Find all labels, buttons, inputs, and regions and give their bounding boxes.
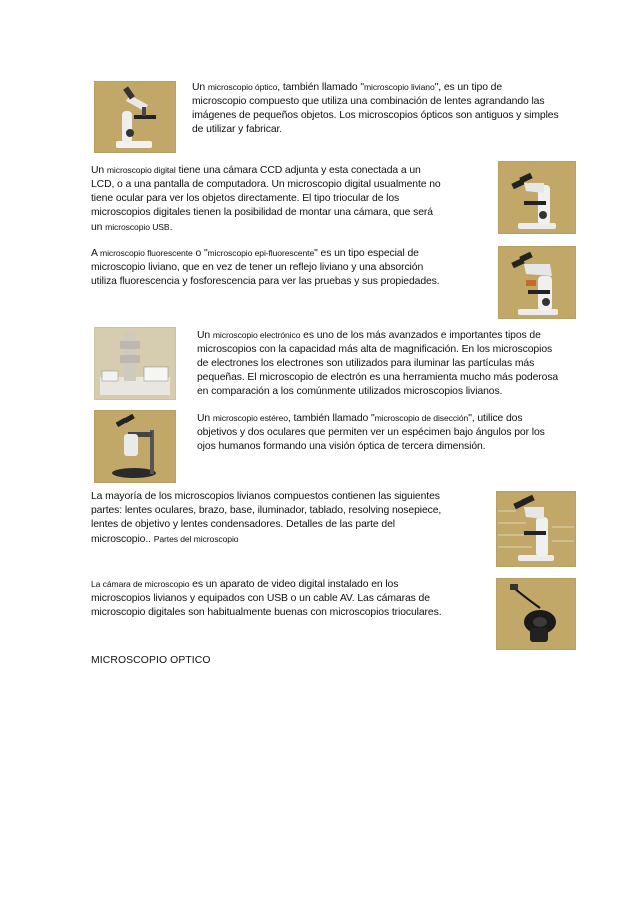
text-run: ojos humanos formando una visión óptica de tercera dimensión.: [197, 441, 486, 453]
text-run: Un: [91, 165, 107, 176]
text-line: [192, 123, 559, 137]
term-link-text: La cámara de microscopio: [91, 579, 190, 589]
term-link-text: microscopio epi-fluorescente: [207, 248, 315, 258]
text-line: [197, 411, 545, 426]
text-line: [197, 343, 558, 357]
text-line: [91, 220, 441, 235]
text-run: ", utilice dos: [468, 413, 523, 424]
text-run: microscopios livianos y equipados con USB o un cable AV. Las cámaras de: [91, 593, 430, 605]
electron-microscope-image: [94, 327, 176, 400]
text-run: en comparación a los comúnmente utilizados microscopios livianos.: [197, 386, 503, 398]
text-run: LCD, o a una pantalla de computadora. Un microscopio digital usualmente no: [91, 179, 441, 191]
text-line: [192, 109, 559, 123]
fluorescent-microscope-image: [498, 246, 576, 319]
text-line: [197, 357, 558, 371]
text-line: [91, 275, 440, 289]
text-line: [91, 178, 441, 192]
term-link-text: microscopio estéreo: [212, 413, 288, 423]
text-run: de utilizar y fabricar.: [192, 124, 283, 136]
text-run: Un: [197, 413, 213, 424]
text-run: microscopios con la capacidad más alta de magnificación. En los microscopios: [197, 344, 553, 356]
text-run: microscopios digitales tienen la posibilidad de montar una cámara, que será: [91, 207, 433, 219]
text-run: un: [91, 222, 106, 234]
text-line: [192, 95, 559, 109]
text-line: [91, 592, 441, 606]
text-line: [91, 504, 441, 518]
text-run: lentes de objetivo y lentes condensadores. Detalles de las parte del: [91, 519, 395, 531]
text-run: o ": [192, 248, 208, 259]
text-run: objetivos y dos oculares que permiten ver un espécimen bajo ángulos por los: [197, 427, 545, 439]
text-run: imágenes de pequeños objetos. Los microscopios ópticos son antiguos y simples: [192, 110, 559, 122]
text-run: pequeñas. El microscopio de electrón es una herramienta mucho más poderosa: [197, 372, 559, 384]
text-block-fluorescente: [91, 246, 440, 289]
text-run: Un: [197, 330, 213, 341]
text-block-digital: [91, 163, 441, 235]
text-line: [91, 163, 441, 178]
text-run: microscopio digitales son habitualmente buenas con microscopios trioculares.: [91, 607, 442, 619]
text-line: [91, 246, 440, 261]
term-link-text: microscopio de disección: [374, 413, 469, 423]
text-line: [192, 80, 559, 95]
optical-microscope-image: [94, 81, 176, 153]
text-line: [197, 440, 545, 454]
text-run: partes: lentes oculares, brazo, base, iluminador, tablado, resolving nosepiece,: [91, 505, 442, 517]
text-run: tiene una cámara CCD adjunta y esta conectada a un: [175, 165, 421, 176]
digital-microscope-image: [498, 161, 576, 234]
text-line: [91, 518, 441, 532]
text-block-electronico: [197, 328, 558, 399]
term-link-text: microscopio digital: [106, 165, 176, 175]
text-line: [197, 328, 558, 343]
text-run: microscopio..: [91, 534, 154, 546]
text-line: [91, 577, 441, 592]
text-run: microscopio liviano, que en vez de tener un reflejo liviano y una absorción: [91, 262, 424, 274]
text-run: Un: [192, 82, 208, 93]
text-line: [91, 261, 440, 275]
text-run: " es un tipo especial de: [314, 248, 419, 259]
text-run: , también llamado ": [287, 413, 375, 424]
text-block-camara: [91, 577, 441, 620]
text-line: [91, 192, 441, 206]
text-line: [197, 426, 545, 440]
microscope-camera-image: [496, 578, 576, 650]
text-line: [91, 490, 441, 504]
text-run: es uno de los más avanzados e importantes tipos de: [300, 330, 541, 341]
text-block-optico: [192, 80, 559, 137]
text-run: microscopio compuesto que utiliza una combinación de lentes agrandando las: [192, 96, 545, 108]
text-line: [91, 532, 441, 547]
text-line: [91, 206, 441, 220]
term-link-text: microscopio óptico: [207, 82, 278, 92]
text-block-estereo: [197, 411, 545, 454]
term-link-text: microscopio electrónico: [212, 330, 301, 340]
text-run: La mayoría de los microscopios livianos compuestos contienen las siguientes: [91, 491, 440, 502]
text-run: , también llamado ": [277, 82, 364, 93]
term-link-text: microscopio fluorescente: [100, 248, 193, 258]
text-run: ", es un tipo de: [434, 82, 503, 93]
text-run: .: [169, 222, 173, 234]
term-link-text: microscopio liviano: [363, 82, 435, 92]
text-run: es un aparato de video digital instalado en los: [189, 579, 399, 590]
text-line: [197, 385, 558, 399]
text-run: utiliza fluorescencia y fosforescencia para ver las pruebas y sus propiedades.: [91, 276, 440, 288]
footer-title: MICROSCOPIO OPTICO: [91, 655, 211, 666]
term-link-text: microscopio USB: [105, 222, 170, 233]
term-link-text: Partes del microscopio: [153, 534, 239, 545]
text-run: de electrones los electrones son utilizados para iluminar las partículas más: [197, 358, 535, 370]
text-line: [91, 606, 441, 620]
text-line: [197, 371, 558, 385]
microscope-parts-image: [496, 491, 576, 567]
stereo-microscope-image: [94, 410, 176, 483]
text-run: tiene ocular para ver los objetos directamente. El tipo triocular de los: [91, 193, 400, 205]
text-block-partes: [91, 490, 441, 547]
text-run: A: [91, 248, 101, 259]
